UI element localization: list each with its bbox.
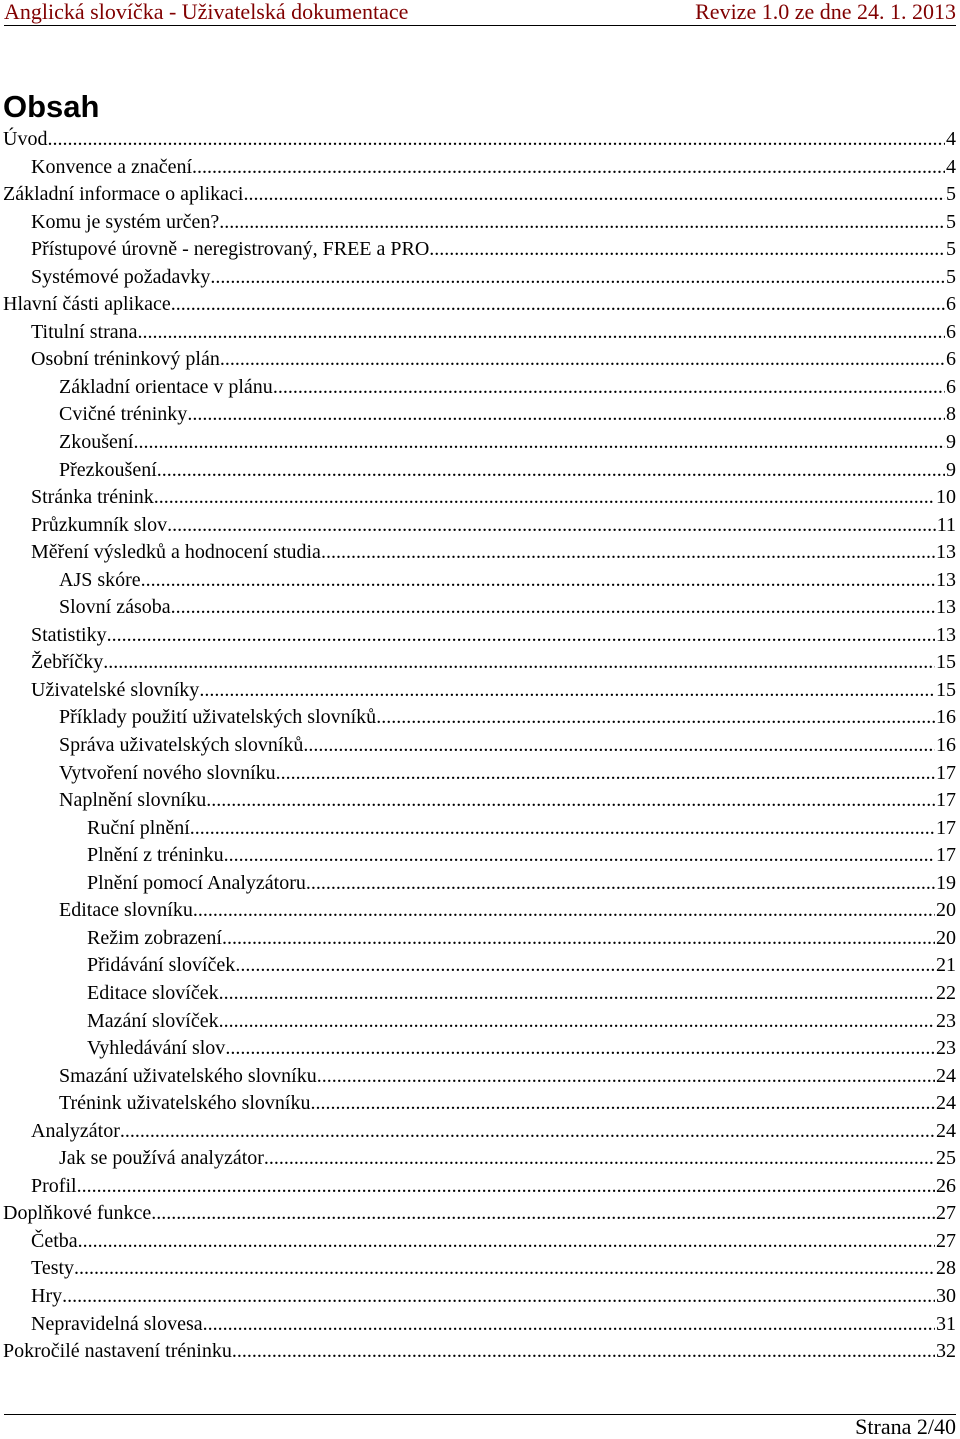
toc-entry[interactable] [3, 1118, 956, 1146]
toc-dot-leader [317, 1063, 935, 1091]
toc-dot-leader [303, 732, 935, 760]
toc-entry[interactable] [3, 236, 956, 264]
toc-dot-leader [276, 760, 935, 788]
page-number: Strana 2/40 [855, 1414, 956, 1439]
toc-entry-label: Testy [31, 1257, 75, 1280]
toc-entry-page: 26 [936, 1174, 956, 1197]
toc-entry[interactable] [3, 897, 956, 925]
toc-entry[interactable] [3, 704, 956, 732]
toc-dot-leader [138, 319, 946, 347]
toc-entry-label: Mazání slovíček [87, 1009, 219, 1032]
toc-dot-leader [219, 209, 945, 237]
toc-entry-page: 21 [936, 954, 956, 977]
toc-entry[interactable] [3, 401, 956, 429]
toc-entry-page: 6 [946, 348, 956, 371]
toc-entry-page: 32 [936, 1340, 956, 1363]
toc-dot-leader [429, 236, 945, 264]
toc-entry-label: Ruční plnění [87, 816, 190, 839]
toc-entry[interactable] [3, 677, 956, 705]
toc-dot-leader [171, 291, 945, 319]
toc-entry-page: 30 [936, 1284, 956, 1307]
page-footer [4, 1414, 956, 1437]
toc-dot-leader [273, 374, 945, 402]
toc-dot-leader [235, 952, 935, 980]
toc-entry-page: 17 [936, 761, 956, 784]
toc-entry-label: Žebříčky [31, 651, 104, 674]
toc-entry[interactable] [3, 567, 956, 595]
toc-dot-leader [306, 870, 935, 898]
toc-entry-label: Komu je systém určen? [31, 210, 220, 233]
toc-entry-page: 16 [936, 734, 956, 757]
toc-entry-page: 16 [936, 706, 956, 729]
toc-entry-page: 24 [936, 1092, 956, 1115]
toc-dot-leader [154, 484, 935, 512]
toc-entry-label: Uživatelské slovníky [31, 678, 200, 701]
toc-dot-leader [187, 401, 945, 429]
toc-entry-page: 25 [936, 1147, 956, 1170]
toc-entry-page: 23 [936, 1009, 956, 1032]
toc-dot-leader [120, 1118, 935, 1146]
toc-entry[interactable] [3, 1173, 956, 1201]
toc-entry[interactable] [3, 291, 956, 319]
toc-entry-page: 13 [936, 623, 956, 646]
toc-entry-label: Plnění z tréninku [87, 844, 224, 867]
toc-entry-label: Zkoušení [59, 431, 134, 454]
toc-entry-label: Editace slovíček [87, 981, 219, 1004]
toc-entry[interactable] [3, 1283, 956, 1311]
toc-entry-page: 9 [946, 458, 956, 481]
toc-entry-label: Vyhledávání slov [87, 1037, 226, 1060]
toc-dot-leader [157, 457, 945, 485]
toc-entry-page: 10 [936, 486, 956, 509]
toc-entry-label: Osobní tréninkový plán [31, 348, 220, 371]
toc-entry[interactable] [3, 1008, 956, 1036]
toc-entry-page: 5 [946, 183, 956, 206]
toc-dot-leader [192, 154, 945, 182]
toc-entry[interactable] [3, 264, 956, 292]
toc-entry-label: Plnění pomocí Analyzátoru [87, 871, 306, 894]
toc-entry-page: 31 [936, 1312, 956, 1335]
header-document-title: Anglická slovíčka - Uživatelská dokumentace [4, 0, 409, 24]
toc-entry-page: 6 [946, 320, 956, 343]
header-revision: Revize 1.0 ze dne 24. 1. 2013 [695, 0, 956, 24]
toc-entry[interactable] [3, 484, 956, 512]
toc-dot-leader [225, 1035, 935, 1063]
toc-entry-label: Vytvoření nového slovníku [59, 761, 276, 784]
toc-entry-label: Režim zobrazení [87, 926, 222, 949]
toc-dot-leader [103, 649, 935, 677]
toc-entry-label: Pokročilé nastavení tréninku [3, 1340, 232, 1363]
toc-entry-label: Slovní zásoba [59, 596, 171, 619]
toc-dot-leader [151, 1200, 935, 1228]
toc-entry-label: Doplňkové funkce [3, 1202, 152, 1225]
toc-dot-leader [222, 925, 935, 953]
toc-entry-page: 13 [936, 596, 956, 619]
toc-entry[interactable] [3, 842, 956, 870]
toc-entry-label: Přidávání slovíček [87, 954, 236, 977]
toc-entry-label: Základní orientace v plánu [59, 375, 273, 398]
toc-entry-page: 13 [936, 541, 956, 564]
toc-entry-label: Úvod [3, 128, 48, 150]
toc-entry-label: Základní informace o aplikaci [3, 183, 244, 206]
toc-entry[interactable] [3, 319, 956, 347]
toc-entry-page: 17 [936, 844, 956, 867]
toc-entry-label: Četba [31, 1229, 78, 1252]
toc-entry-label: Naplnění slovníku [59, 789, 207, 812]
toc-entry-label: AJS skóre [59, 568, 141, 591]
toc-entry-page: 15 [936, 678, 956, 701]
toc-entry[interactable] [3, 1035, 956, 1063]
toc-entry-label: Systémové požadavky [31, 265, 211, 288]
toc-entry-page: 11 [936, 513, 956, 536]
toc-entry[interactable] [3, 512, 956, 540]
toc-entry-page: 22 [936, 981, 956, 1004]
toc-entry[interactable] [3, 209, 956, 237]
toc-entry-page: 8 [946, 403, 956, 426]
toc-dot-leader [199, 677, 935, 705]
toc-entry-label: Stránka trénink [31, 486, 154, 509]
toc-entry-page: 15 [936, 651, 956, 674]
toc-dot-leader [206, 787, 935, 815]
toc-dot-leader [203, 1311, 935, 1339]
toc-entry-page: 27 [936, 1229, 956, 1252]
toc-entry[interactable] [3, 787, 956, 815]
toc-entry-label: Konvence a značení [31, 155, 193, 178]
toc-entry[interactable] [3, 980, 956, 1008]
toc-entry[interactable] [3, 429, 956, 457]
toc-entry[interactable] [3, 1228, 956, 1256]
toc-entry[interactable] [3, 732, 956, 760]
toc-entry-page: 5 [946, 238, 956, 261]
toc-dot-leader [232, 1338, 935, 1366]
page-header [4, 0, 956, 26]
toc-entry-page: 13 [936, 568, 956, 591]
toc-entry-label: Nepravidelná slovesa [31, 1312, 203, 1335]
toc-entry-label: Analyzátor [31, 1119, 120, 1142]
toc-entry[interactable] [3, 457, 956, 485]
toc-entry-label: Měření výsledků a hodnocení studia [31, 541, 321, 564]
toc-entry[interactable] [3, 815, 956, 843]
toc-entry-page: 19 [936, 871, 956, 894]
toc-entry-label: Přezkoušení [59, 458, 157, 481]
toc-entry-page: 17 [936, 789, 956, 812]
toc-dot-leader [78, 1228, 935, 1256]
toc-dot-leader [310, 1090, 935, 1118]
toc-entry[interactable] [3, 539, 956, 567]
toc-entry[interactable] [3, 1255, 956, 1283]
toc-entry-page: 5 [946, 265, 956, 288]
toc-entry-label: Hlavní části aplikace [3, 293, 171, 316]
toc-dot-leader [321, 539, 935, 567]
toc-entry-page: 17 [936, 816, 956, 839]
toc-dot-leader [133, 429, 945, 457]
toc-entry-label: Hry [31, 1284, 63, 1307]
toc-entry[interactable] [3, 374, 956, 402]
toc-dot-leader [219, 980, 935, 1008]
toc-entry-page: 4 [946, 155, 956, 178]
toc-dot-leader [224, 842, 935, 870]
toc-entry-page: 20 [936, 926, 956, 949]
toc-dot-leader [243, 181, 945, 209]
toc-entry-label: Průzkumník slov [31, 513, 168, 536]
toc-entry-page: 6 [946, 293, 956, 316]
toc-entry[interactable] [3, 870, 956, 898]
toc-entry[interactable] [3, 126, 956, 154]
toc-entry-page: 6 [946, 375, 956, 398]
toc-dot-leader [264, 1145, 935, 1173]
toc-entry[interactable] [3, 622, 956, 650]
toc-dot-leader [167, 512, 936, 540]
toc-dot-leader [210, 264, 945, 292]
toc-entry-label: Příklady použití uživatelských slovníků [59, 706, 377, 729]
toc-entry-label: Přístupové úrovně - neregistrovaný, FREE a PRO [31, 238, 430, 261]
toc-entry-page: 9 [946, 431, 956, 454]
toc-entry-label: Titulní strana [31, 320, 138, 343]
toc-entry[interactable] [3, 1200, 956, 1228]
table-of-contents [3, 126, 956, 1366]
toc-entry[interactable] [3, 649, 956, 677]
toc-entry-page: 20 [936, 899, 956, 922]
toc-dot-leader [77, 1173, 935, 1201]
toc-dot-leader [219, 1008, 935, 1036]
toc-entry-label: Profil [31, 1174, 77, 1197]
toc-entry-page: 27 [936, 1202, 956, 1225]
toc-entry[interactable] [3, 594, 956, 622]
toc-entry-label: Trénink uživatelského slovníku [59, 1092, 311, 1115]
toc-dot-leader [74, 1255, 935, 1283]
toc-entry[interactable] [3, 1063, 956, 1091]
toc-entry-page: 28 [936, 1257, 956, 1280]
toc-entry-label: Cvičné tréninky [59, 403, 188, 426]
toc-entry[interactable] [3, 1338, 956, 1366]
toc-title: Obsah [3, 89, 100, 124]
toc-dot-leader [107, 622, 935, 650]
toc-dot-leader [62, 1283, 935, 1311]
toc-entry[interactable] [3, 760, 956, 788]
toc-entry-page: 24 [936, 1064, 956, 1087]
toc-entry-page: 24 [936, 1119, 956, 1142]
toc-dot-leader [171, 594, 935, 622]
toc-dot-leader [141, 567, 935, 595]
toc-entry[interactable] [3, 1145, 956, 1173]
toc-dot-leader [193, 897, 935, 925]
toc-entry[interactable] [3, 925, 956, 953]
toc-entry-label: Statistiky [31, 623, 107, 646]
toc-dot-leader [220, 346, 945, 374]
toc-entry[interactable] [3, 1311, 956, 1339]
toc-dot-leader [376, 704, 935, 732]
toc-entry-page: 4 [946, 128, 956, 150]
toc-entry[interactable] [3, 154, 956, 182]
toc-entry-label: Jak se používá analyzátor [59, 1147, 264, 1170]
toc-entry[interactable] [3, 1090, 956, 1118]
toc-entry[interactable] [3, 181, 956, 209]
toc-entry-page: 5 [946, 210, 956, 233]
toc-dot-leader [190, 815, 935, 843]
toc-entry-label: Editace slovníku [59, 899, 193, 922]
toc-entry-label: Smazání uživatelského slovníku [59, 1064, 317, 1087]
toc-dot-leader [47, 126, 945, 154]
toc-entry[interactable] [3, 952, 956, 980]
toc-entry[interactable] [3, 346, 956, 374]
toc-entry-page: 23 [936, 1037, 956, 1060]
toc-entry-label: Správa uživatelských slovníků [59, 734, 304, 757]
